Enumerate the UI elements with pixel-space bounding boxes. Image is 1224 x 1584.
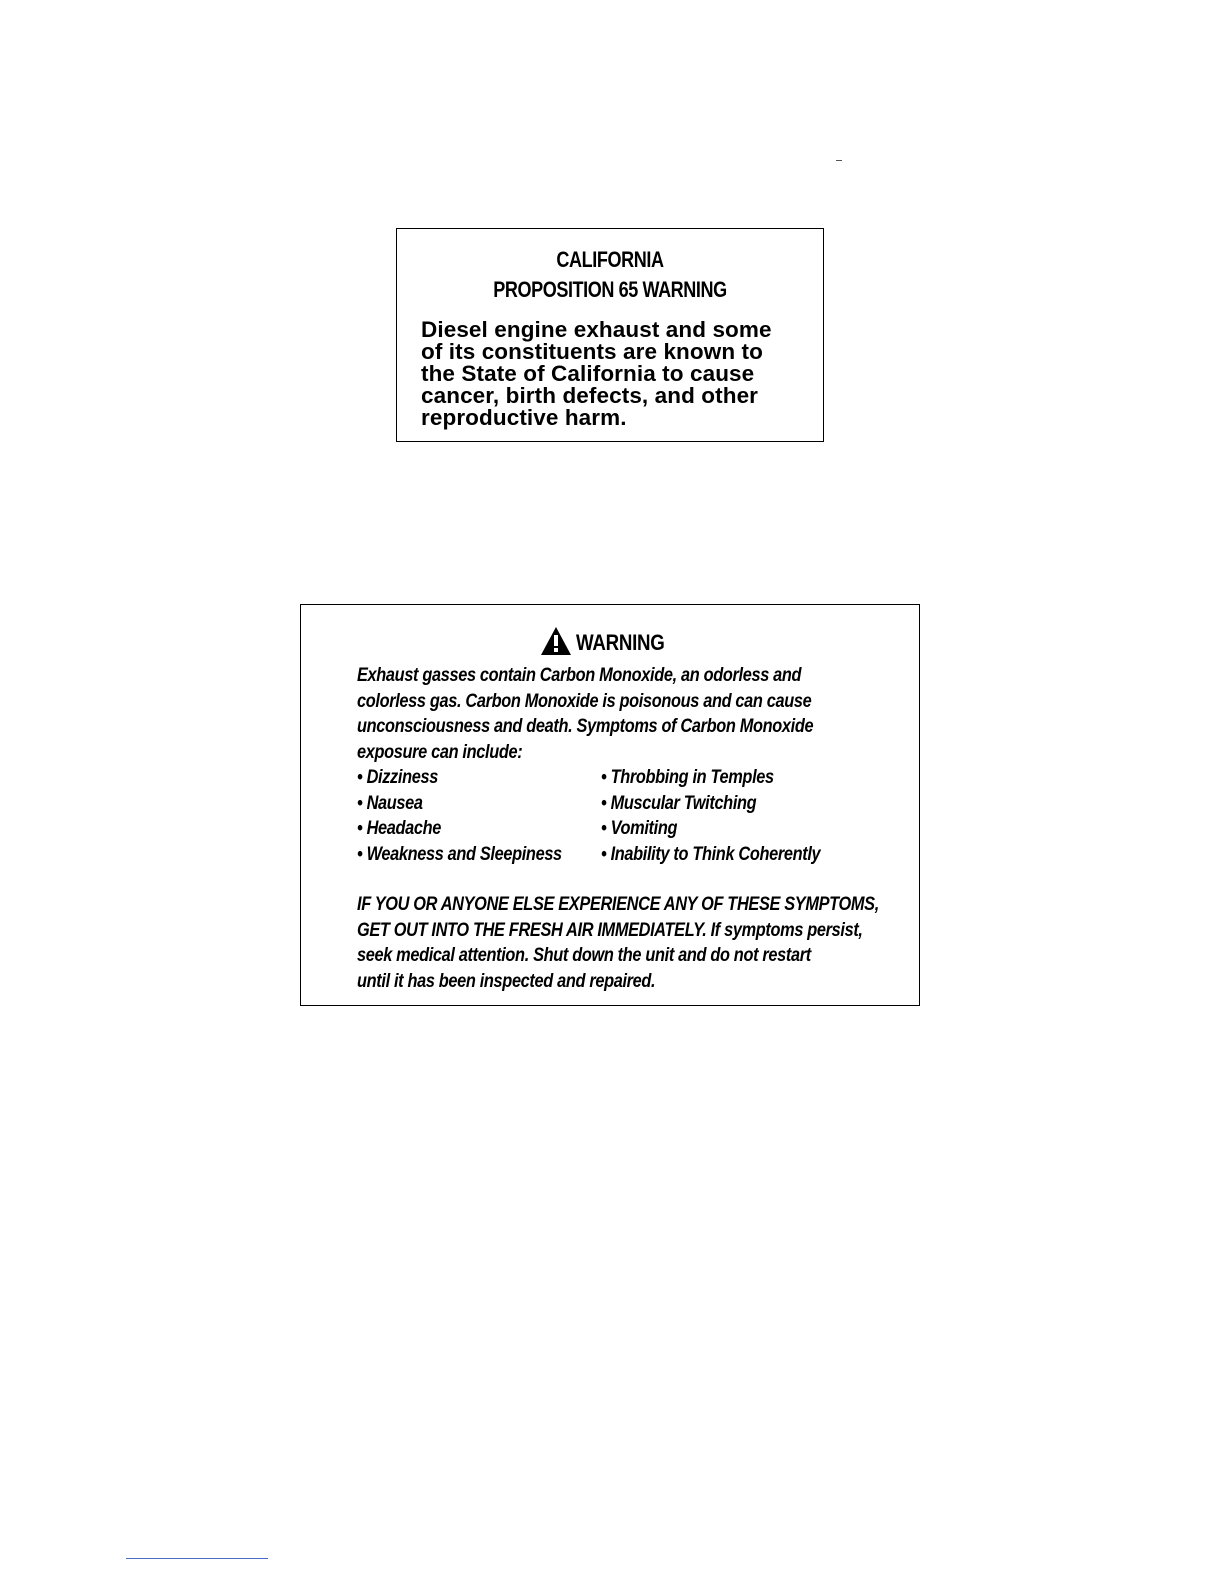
intro-line: colorless gas. Carbon Monoxide is poisonous and can cause bbox=[357, 690, 812, 712]
warning-intro bbox=[357, 663, 813, 765]
prop65-body-line: reproductive harm. bbox=[421, 405, 627, 430]
warning-label: WARNING bbox=[575, 630, 665, 655]
prop65-body-line: Diesel engine exhaust and some bbox=[421, 317, 772, 342]
intro-line: exposure can include: bbox=[357, 741, 523, 763]
action-line: IF YOU OR ANYONE ELSE EXPERIENCE ANY OF THESE SYMPTOMS, bbox=[357, 894, 879, 915]
symptom-item: • Headache bbox=[357, 818, 442, 840]
symptom-item: • Dizziness bbox=[357, 767, 438, 788]
action-line: seek medical attention. Shut down the unit and do not restart bbox=[357, 945, 811, 967]
carbon-monoxide-warning-box bbox=[300, 604, 920, 1006]
warning-header bbox=[301, 623, 919, 663]
symptom-item: • Inability to Think Coherently bbox=[601, 843, 821, 865]
action-line: until it has been inspected and repaired. bbox=[357, 970, 656, 992]
symptom-item: • Weakness and Sleepiness bbox=[357, 843, 562, 865]
action-line: GET OUT INTO THE FRESH AIR IMMEDIATELY. If symptoms persist, bbox=[357, 919, 863, 941]
prop65-warning-box bbox=[396, 228, 824, 442]
prop65-body-line: the State of California to cause bbox=[421, 361, 755, 386]
symptom-list bbox=[357, 765, 917, 869]
scan-line bbox=[126, 1558, 268, 1559]
prop65-body-line: cancer, birth defects, and other bbox=[421, 383, 759, 408]
warning-action-instructions bbox=[357, 892, 879, 994]
symptom-item: • Vomiting bbox=[601, 818, 678, 840]
intro-line: unconsciousness and death. Symptoms of Carbon Monoxide bbox=[357, 716, 814, 738]
symptom-item: • Throbbing in Temples bbox=[601, 767, 774, 788]
prop65-body bbox=[421, 319, 801, 429]
intro-line: Exhaust gasses contain Carbon Monoxide, an odorless and bbox=[357, 665, 802, 686]
scan-speck bbox=[836, 160, 842, 161]
prop65-body-line: of its constituents are known to bbox=[421, 339, 763, 364]
prop65-title-line2: PROPOSITION 65 WARNING bbox=[493, 277, 727, 302]
symptom-item: • Nausea bbox=[357, 792, 423, 814]
symptom-item: • Muscular Twitching bbox=[601, 792, 757, 814]
warning-triangle-icon bbox=[540, 626, 572, 656]
prop65-title-line1: CALIFORNIA bbox=[556, 247, 664, 272]
